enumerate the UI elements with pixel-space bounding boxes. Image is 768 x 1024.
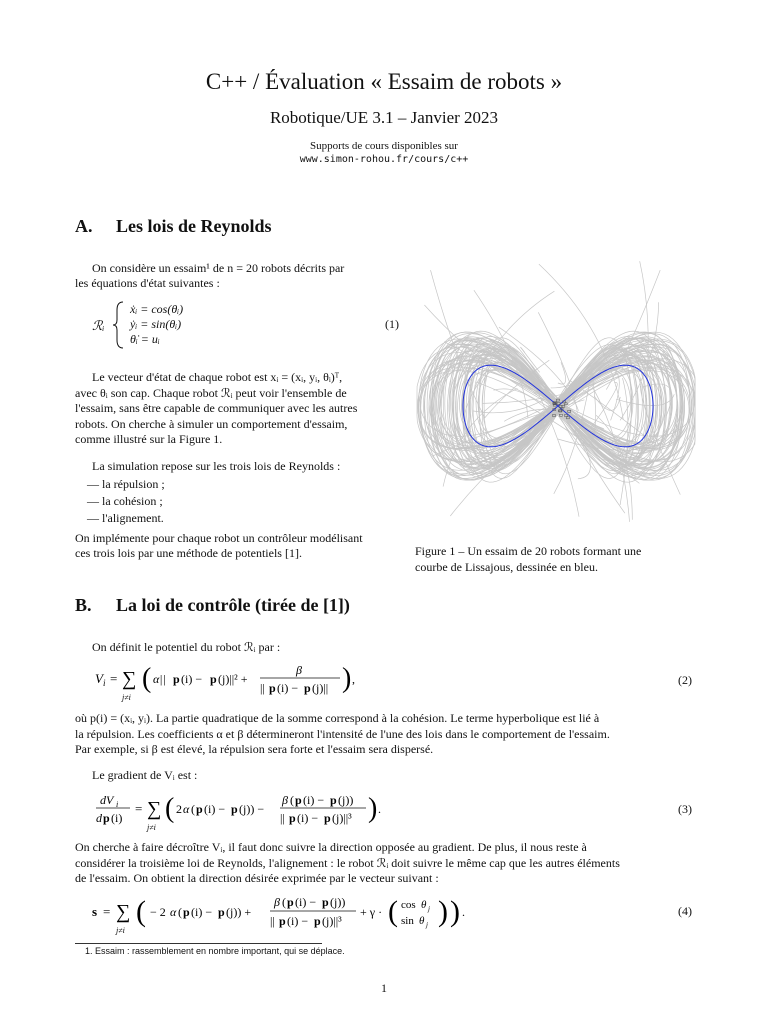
svg-text:=: = [135,801,143,816]
svg-text:(: ( [191,802,195,816]
state-line: robots. On cherche à simuler un comportement d'essaim, [75,416,348,431]
svg-text:(j)) −: (j)) − [239,802,265,816]
section-b-number: B. [75,595,92,615]
robot-trail [558,362,566,384]
caption-line-1: Figure 1 – Un essaim de 20 robots formant une [415,544,642,558]
svg-text:(: ( [142,663,152,694]
svg-text:∑: ∑ [122,668,137,690]
supports-line: Supports de cours disponibles sur [310,140,458,152]
svg-text:(j)||² +: (j)||² + [218,672,248,686]
svg-text:β: β [274,895,280,909]
svg-text:i: i [103,678,106,688]
svg-text:dV: dV [100,793,114,807]
intro-line-1: On considère un essaim¹ de n = 20 robots décrits par [92,261,345,275]
svg-text:i: i [116,800,119,809]
svg-text:(i) −: (i) − [295,895,317,909]
list-item: — la répulsion ; [87,477,165,491]
svg-text:.: . [462,905,465,919]
svg-text:(i) −: (i) − [181,672,203,686]
gradient-intro: Le gradient de Vᵢ est : [92,768,198,782]
svg-text:): ) [438,895,448,928]
potential-intro: On définit le potentiel du robot ℛᵢ par : [92,640,281,654]
svg-text:p: p [183,905,190,919]
svg-text:+ γ ·: + γ · [360,905,383,919]
svg-text:θ: θ [419,915,425,927]
svg-text:,: , [352,672,355,686]
svg-text:||: || [280,811,285,825]
document-title: C++ / Évaluation « Essaim de robots » [205,69,563,94]
section-a-number: A. [75,216,93,236]
svg-text:(: ( [388,895,398,928]
svg-text:.: . [378,802,381,816]
svg-text:∑: ∑ [147,798,162,820]
paragraph-line: On cherche à faire décroître Vᵢ, il faut donc suivre la direction opposée au gradient. De plus, il nous reste à [75,840,587,854]
svg-text:(i) −: (i) − [303,793,325,807]
eq4-number: (4) [678,904,692,918]
svg-text:(: ( [290,793,294,807]
svg-text:α: α [170,905,177,919]
reynolds-laws-list [87,476,165,527]
eq3-number: (3) [678,802,692,816]
eq1-line-2: ẏᵢ = sin(θᵢ) [130,317,182,331]
svg-text:(: ( [136,895,146,928]
footnote-rule [75,943,322,944]
course-url[interactable]: www.simon-rohou.fr/cours/c++ [299,154,469,165]
svg-text:p: p [218,905,225,919]
eq1-brace [111,300,127,350]
paragraph-line: considérer la troisième loi de Reynolds, l'alignement : le robot ℛᵢ doit suivre le même cap que les autres éléments [75,855,620,870]
svg-text:β: β [282,793,288,807]
svg-text:(: ( [178,905,182,919]
svg-text:(j)): (j)) [338,793,354,807]
svg-text:V: V [95,671,103,686]
svg-text:p: p [322,895,329,909]
eq1-line-3: θ̇ᵢ = uᵢ [130,332,160,346]
eq2-formula [90,656,390,704]
svg-text:p: p [231,802,238,816]
potential-explanation [75,711,610,758]
implementation-line-2: ces trois lois par une méthode de potentiels [1]. [75,546,302,560]
swarm-figure [415,258,697,530]
svg-text:p: p [173,672,180,686]
svg-text:j≠i: j≠i [147,823,156,832]
svg-text:(i) −: (i) − [287,914,309,928]
state-line: l'essaim, sans être capable de communiquer avec les autres [75,401,358,415]
svg-text:(i) −: (i) − [204,802,226,816]
svg-text:s: s [92,904,98,919]
eq4-formula [88,886,488,938]
paragraph-line: de l'essaim. On obtient la direction désirée exprimée par le vecteur suivant : [75,871,439,885]
svg-text:∑: ∑ [116,901,131,923]
svg-text:j: j [428,905,430,913]
section-a-heading: Les lois de Reynolds [116,216,272,236]
svg-text:d: d [96,811,102,825]
svg-text:(j)||³: (j)||³ [332,811,352,825]
svg-text:): ) [450,895,460,928]
state-vector-paragraph [75,370,405,448]
list-item: — l'alignement. [87,511,164,525]
list-item: — la cohésion ; [87,494,163,508]
svg-text:p: p [295,793,302,807]
figure-1-caption [415,543,705,575]
svg-text:(j)): (j)) [330,895,346,909]
svg-text:(: ( [165,793,175,824]
svg-text:(j)||³: (j)||³ [322,914,342,928]
state-line: Le vecteur d'état de chaque robot est xᵢ = (xᵢ, yᵢ, θᵢ)ᵀ, [92,370,343,384]
svg-text:(i) −: (i) − [277,681,299,695]
svg-text:p: p [103,811,110,825]
svg-text:p: p [287,895,294,909]
svg-text:θ: θ [421,899,427,911]
svg-text:α: α [183,802,190,816]
eq1-number: (1) [385,317,399,331]
page-number: 1 [381,981,387,995]
section-b-heading: La loi de contrôle (tirée de [1]) [116,595,350,615]
svg-text:): ) [368,793,378,824]
svg-text:sin: sin [401,915,414,927]
footnote: 1. Essaim : rassemblement en nombre important, qui se déplace. [85,946,345,956]
svg-text:p: p [279,914,286,928]
svg-text:(j)) +: (j)) + [226,905,252,919]
svg-text:− 2: − 2 [150,905,166,919]
svg-text:p: p [269,681,276,695]
paragraph-line: où p(i) = (xᵢ, yᵢ). La partie quadratique de la somme correspond à la cohésion. Le terme hyperbolique est lié à [75,711,600,725]
svg-text:(j)||: (j)|| [312,681,329,695]
eq2-number: (2) [678,673,692,687]
svg-text:(i) −: (i) − [297,811,319,825]
caption-line-2: courbe de Lissajous, dessinée en bleu. [415,560,598,574]
svg-text:p: p [324,811,331,825]
svg-text:=: = [103,904,111,919]
svg-text:): ) [342,663,352,694]
state-line: comme illustré sur la Figure 1. [75,432,223,446]
eq3-formula [90,786,410,834]
simulation-intro: La simulation repose sur les trois lois de Reynolds : [92,459,341,473]
alignment-paragraph [75,840,620,887]
svg-text:(i) −: (i) − [191,905,213,919]
svg-text:(i): (i) [111,811,123,825]
svg-text:j≠i: j≠i [122,693,131,702]
document-subtitle: Robotique/UE 3.1 – Janvier 2023 [269,108,499,127]
svg-text:=: = [110,671,118,686]
implementation-line-1: On implémente pour chaque robot un contrôleur modélisant [75,531,363,545]
svg-text:(: ( [282,895,286,909]
intro-line-2: les équations d'état suivantes : [75,276,220,290]
svg-text:p: p [210,672,217,686]
paragraph-line: Par exemple, si β est élevé, la répulsion sera forte et l'essaim sera dispersé. [75,742,434,756]
paragraph-line: la répulsion. Les coefficients α et β détermineront l'intensité de l'une des lois dans le comportement de l'essaim. [75,726,610,741]
svg-text:j≠i: j≠i [116,926,125,935]
svg-text:j: j [426,921,428,929]
state-line: avec θᵢ son cap. Chaque robot ℛᵢ peut voir l'ensemble de [75,385,347,400]
svg-text:cos: cos [401,899,416,911]
svg-text:p: p [330,793,337,807]
svg-text:2: 2 [176,802,182,816]
svg-text:α||: α|| [153,672,166,686]
robot-trails [417,261,695,522]
eq1-line-1: ẋᵢ = cos(θᵢ) [130,302,184,316]
course-support-note [0,139,768,167]
svg-text:||: || [270,914,275,928]
svg-text:p: p [289,811,296,825]
svg-text:p: p [196,802,203,816]
svg-text:β: β [296,663,302,677]
svg-text:||: || [260,681,265,695]
eq1-label: ℛᵢ [92,318,105,333]
svg-text:p: p [314,914,321,928]
svg-text:p: p [304,681,311,695]
